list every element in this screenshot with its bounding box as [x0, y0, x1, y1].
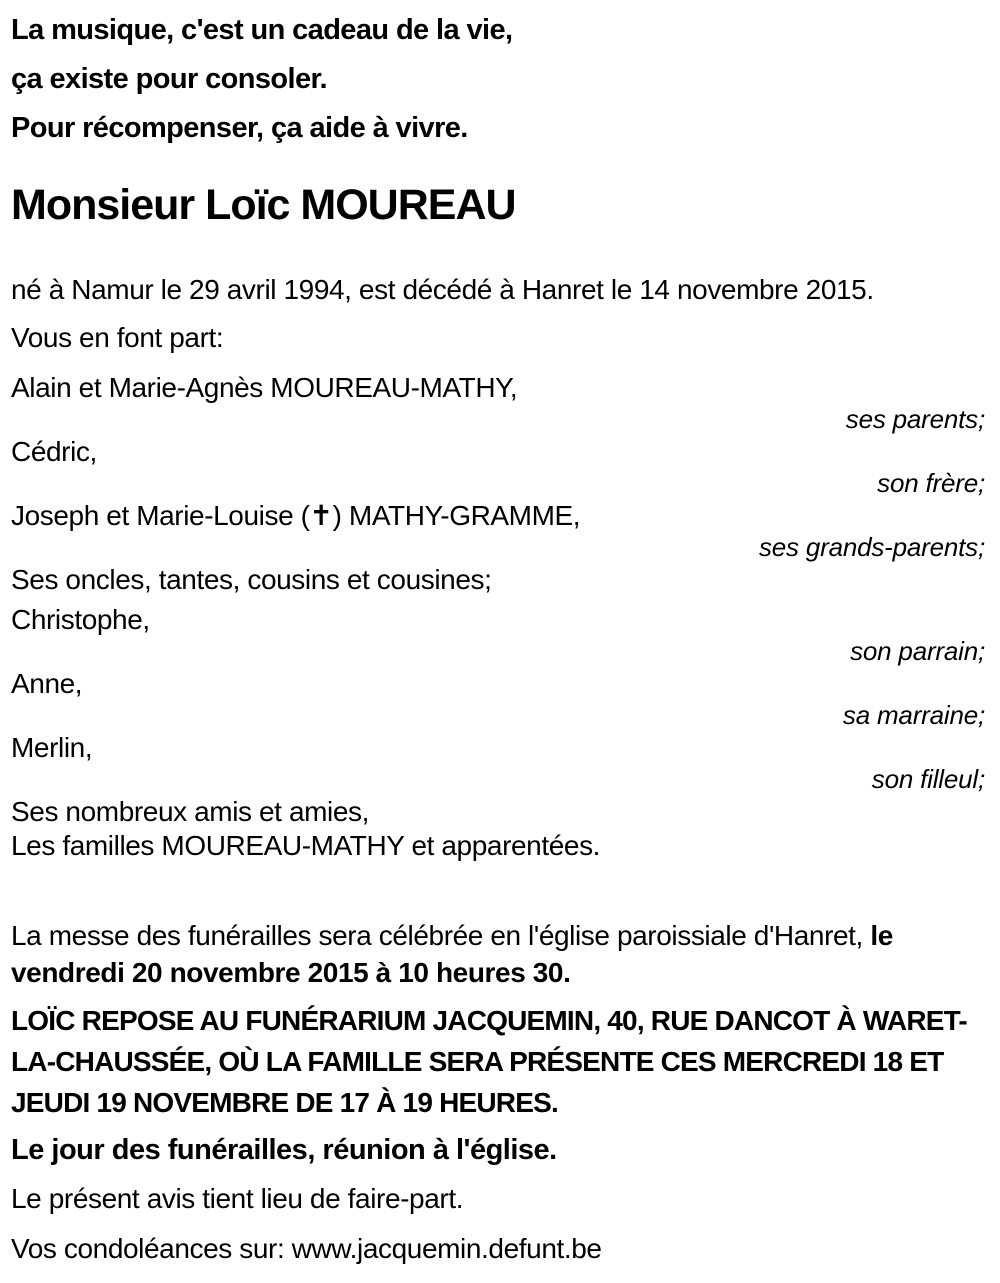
- mourner-row: [11, 563, 985, 597]
- legal-notice-line: Le présent avis tient lieu de faire-part.: [11, 1183, 464, 1214]
- condolences-line: [11, 1230, 985, 1267]
- funerarium-paragraph: [11, 1000, 985, 1123]
- mourner-name: Merlin,: [11, 732, 93, 763]
- mourner-row: [11, 499, 985, 561]
- mourner-relation: ses grands-parents;: [759, 532, 985, 562]
- mourner-row: [11, 731, 985, 793]
- funeral-mass-paragraph: [11, 917, 985, 991]
- mourner-relation: son filleul;: [871, 764, 985, 794]
- mourner-row: [11, 829, 985, 863]
- funerarium-line-3: JEUDI 19 NOVEMBRE DE 17 À 19 HEURES.: [11, 1087, 558, 1118]
- epigraph: [11, 6, 985, 153]
- condolences-url: www.jacquemin.defunt.be: [291, 1233, 602, 1264]
- mourner-row: [11, 435, 985, 497]
- mourner-relation: sa marraine;: [842, 700, 985, 730]
- announcement-line: Vous en font part:: [11, 322, 224, 353]
- mourner-name: Anne,: [11, 668, 83, 699]
- meeting-line: Le jour des funérailles, réunion à l'église.: [11, 1134, 557, 1166]
- funeral-mass-text: La messe des funérailles sera célébrée en l'église paroissiale d'Hanret,: [11, 920, 871, 951]
- mourner-name: Joseph et Marie-Louise (✝) MATHY-GRAMME,: [11, 500, 581, 531]
- epigraph-line-1: La musique, c'est un cadeau de la vie,: [11, 14, 513, 46]
- funeral-mass-date-bold-line2: vendredi 20 novembre 2015 à 10 heures 30.: [11, 957, 571, 988]
- mourner-name: Cédric,: [11, 436, 97, 467]
- mourner-row: [11, 667, 985, 729]
- mourner-row: [11, 603, 985, 665]
- funerarium-line-1: LOÏC REPOSE AU FUNÉRARIUM JACQUEMIN, 40, RUE DANCOT À WARET-: [11, 1005, 967, 1036]
- mourner-relation: son parrain;: [850, 636, 985, 666]
- mourner-row: [11, 371, 985, 433]
- birth-death-line: né à Namur le 29 avril 1994, est décédé à Hanret le 14 novembre 2015.: [11, 274, 874, 305]
- mourners-list: [11, 371, 985, 863]
- mourner-row: [11, 795, 985, 829]
- mourner-name: Alain et Marie-Agnès MOUREAU-MATHY,: [11, 372, 518, 403]
- mourner-relation: ses parents;: [845, 404, 985, 434]
- mourner-name: Les familles MOUREAU-MATHY et apparentées.: [11, 830, 601, 861]
- condolences-label: Vos condoléances sur:: [11, 1233, 292, 1264]
- epigraph-line-2: ça existe pour consoler.: [11, 63, 328, 95]
- epigraph-line-3: Pour récompenser, ça aide à vivre.: [11, 112, 468, 144]
- mourner-relation: son frère;: [877, 468, 985, 498]
- deceased-name-title: Monsieur Loïc MOUREAU: [11, 181, 516, 229]
- mourner-name: Ses oncles, tantes, cousins et cousines;: [11, 564, 492, 595]
- mourner-name: Ses nombreux amis et amies,: [11, 796, 370, 827]
- mourner-name: Christophe,: [11, 604, 150, 635]
- funeral-mass-date-bold: le: [870, 920, 893, 951]
- funerarium-line-2: LA-CHAUSSÉE, OÙ LA FAMILLE SERA PRÉSENTE CES MERCREDI 18 ET: [11, 1046, 944, 1077]
